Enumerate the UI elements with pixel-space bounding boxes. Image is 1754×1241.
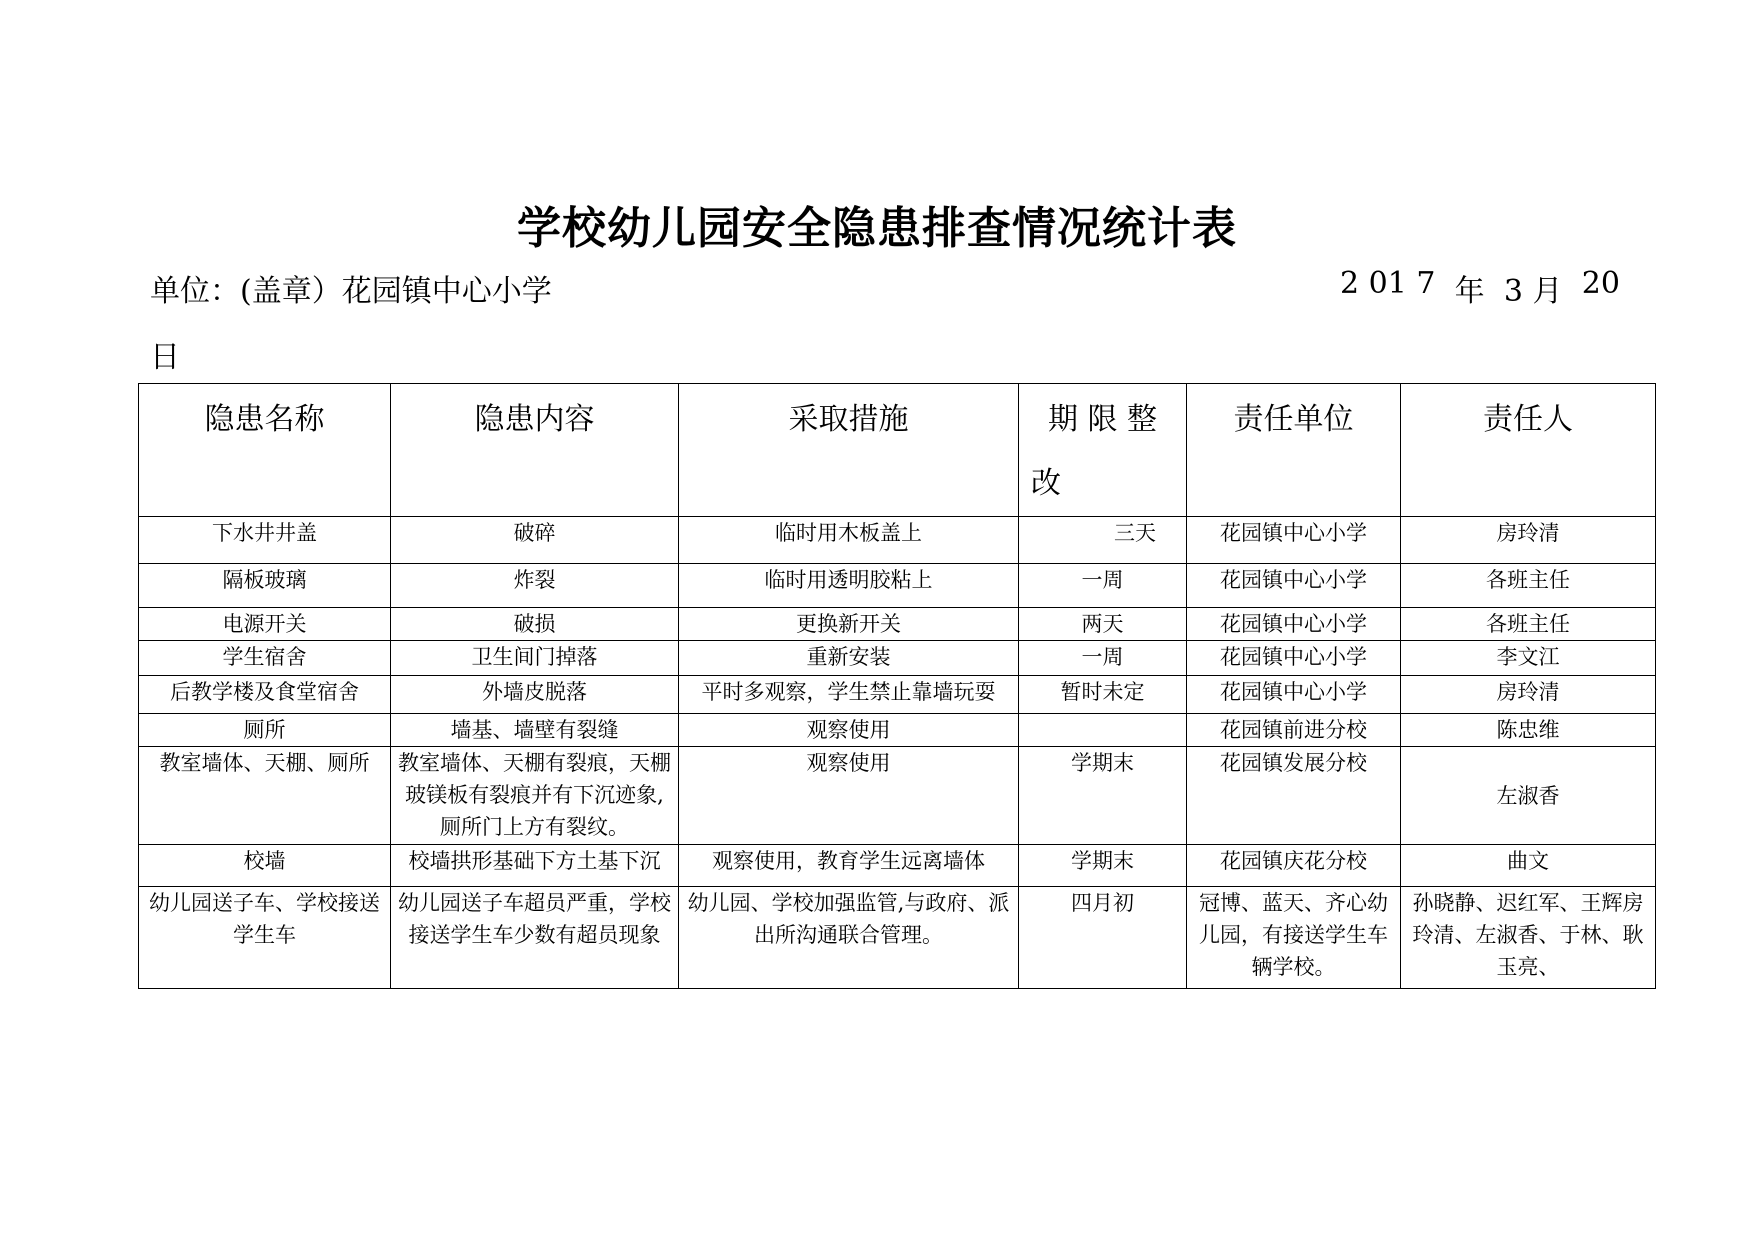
header-period-line2: 改 (1031, 466, 1061, 501)
cell-period (1019, 714, 1187, 747)
cell-content: 校墙拱形基础下方土基下沉 (391, 845, 679, 887)
cell-measures: 观察使用 (679, 747, 1019, 845)
date-year-suffix: 年 (1454, 274, 1485, 309)
header-person: 责任人 (1401, 384, 1656, 517)
cell-unit: 冠博、蓝天、齐心幼儿园，有接送学生车辆学校。 (1187, 887, 1401, 989)
cell-person: 左淑香 (1401, 747, 1656, 845)
cell-measures: 临时用透明胶粘上 (679, 564, 1019, 608)
header-period (1019, 384, 1187, 517)
table-row (139, 608, 1656, 641)
cell-name: 电源开关 (139, 608, 391, 641)
unit-line: 单位：(盖章）花园镇中心小学 (150, 274, 552, 309)
cell-content: 外墙皮脱落 (391, 676, 679, 714)
cell-period: 学期末 (1019, 747, 1187, 845)
date-month: 3 月 (1503, 274, 1563, 309)
cell-unit: 花园镇前进分校 (1187, 714, 1401, 747)
cell-period: 一周 (1019, 641, 1187, 676)
cell-period: 一周 (1019, 564, 1187, 608)
table-row (139, 714, 1656, 747)
cell-measures: 临时用木板盖上 (679, 517, 1019, 564)
cell-person: 曲文 (1401, 845, 1656, 887)
header-name: 隐患名称 (139, 384, 391, 517)
cell-unit: 花园镇中心小学 (1187, 676, 1401, 714)
cell-content: 破碎 (391, 517, 679, 564)
cell-measures: 重新安装 (679, 641, 1019, 676)
cell-person: 李文江 (1401, 641, 1656, 676)
cell-name: 隔板玻璃 (139, 564, 391, 608)
cell-person: 陈忠维 (1401, 714, 1656, 747)
cell-content: 卫生间门掉落 (391, 641, 679, 676)
cell-name: 后教学楼及食堂宿舍 (139, 676, 391, 714)
cell-measures: 更换新开关 (679, 608, 1019, 641)
header-unit: 责任单位 (1187, 384, 1401, 517)
cell-measures: 平时多观察，学生禁止靠墙玩耍 (679, 676, 1019, 714)
cell-period: 三天 (1019, 517, 1187, 564)
cell-unit: 花园镇中心小学 (1187, 641, 1401, 676)
table-row (139, 517, 1656, 564)
cell-person: 房玲清 (1401, 517, 1656, 564)
table-row (139, 887, 1656, 989)
table-row (139, 676, 1656, 714)
cell-person: 各班主任 (1401, 564, 1656, 608)
cell-content: 幼儿园送子车超员严重，学校接送学生车少数有超员现象 (391, 887, 679, 989)
table-row (139, 564, 1656, 608)
cell-unit: 花园镇庆花分校 (1187, 845, 1401, 887)
table-row (139, 845, 1656, 887)
header-content: 隐患内容 (391, 384, 679, 517)
cell-unit: 花园镇中心小学 (1187, 517, 1401, 564)
header-measures: 采取措施 (679, 384, 1019, 517)
cell-name: 厕所 (139, 714, 391, 747)
cell-content: 教室墙体、天棚有裂痕，天棚玻镁板有裂痕并有下沉迹象,厕所门上方有裂纹。 (391, 747, 679, 845)
cell-measures: 观察使用，教育学生远离墙体 (679, 845, 1019, 887)
date-day-suffix: 日 (150, 340, 180, 375)
cell-unit: 花园镇中心小学 (1187, 564, 1401, 608)
date-day-number: 20 (1581, 266, 1620, 301)
cell-period: 学期末 (1019, 845, 1187, 887)
cell-measures: 观察使用 (679, 714, 1019, 747)
date-line (1340, 266, 1620, 310)
date-year: 2 01 7 (1340, 266, 1436, 301)
hazard-table (138, 383, 1656, 989)
cell-period: 四月初 (1019, 887, 1187, 989)
cell-name: 学生宿舍 (139, 641, 391, 676)
cell-unit: 花园镇发展分校 (1187, 747, 1401, 845)
cell-name: 下水井井盖 (139, 517, 391, 564)
header-period-line1: 期 限 整 (1047, 402, 1158, 437)
cell-unit: 花园镇中心小学 (1187, 608, 1401, 641)
cell-person: 各班主任 (1401, 608, 1656, 641)
cell-person: 孙晓静、迟红军、王辉房玲清、左淑香、于林、耿玉亮、 (1401, 887, 1656, 989)
cell-period: 暂时未定 (1019, 676, 1187, 714)
cell-person: 房玲清 (1401, 676, 1656, 714)
cell-content: 炸裂 (391, 564, 679, 608)
cell-content: 破损 (391, 608, 679, 641)
header-row (139, 384, 1656, 517)
cell-measures: 幼儿园、学校加强监管,与政府、派出所沟通联合管理。 (679, 887, 1019, 989)
cell-period: 两天 (1019, 608, 1187, 641)
cell-content: 墙基、墙壁有裂缝 (391, 714, 679, 747)
page-title: 学校幼儿园安全隐患排查情况统计表 (517, 203, 1237, 254)
cell-name: 校墙 (139, 845, 391, 887)
cell-name: 幼儿园送子车、学校接送学生车 (139, 887, 391, 989)
cell-name: 教室墙体、天棚、厕所 (139, 747, 391, 845)
table-row (139, 641, 1656, 676)
table-row (139, 747, 1656, 845)
